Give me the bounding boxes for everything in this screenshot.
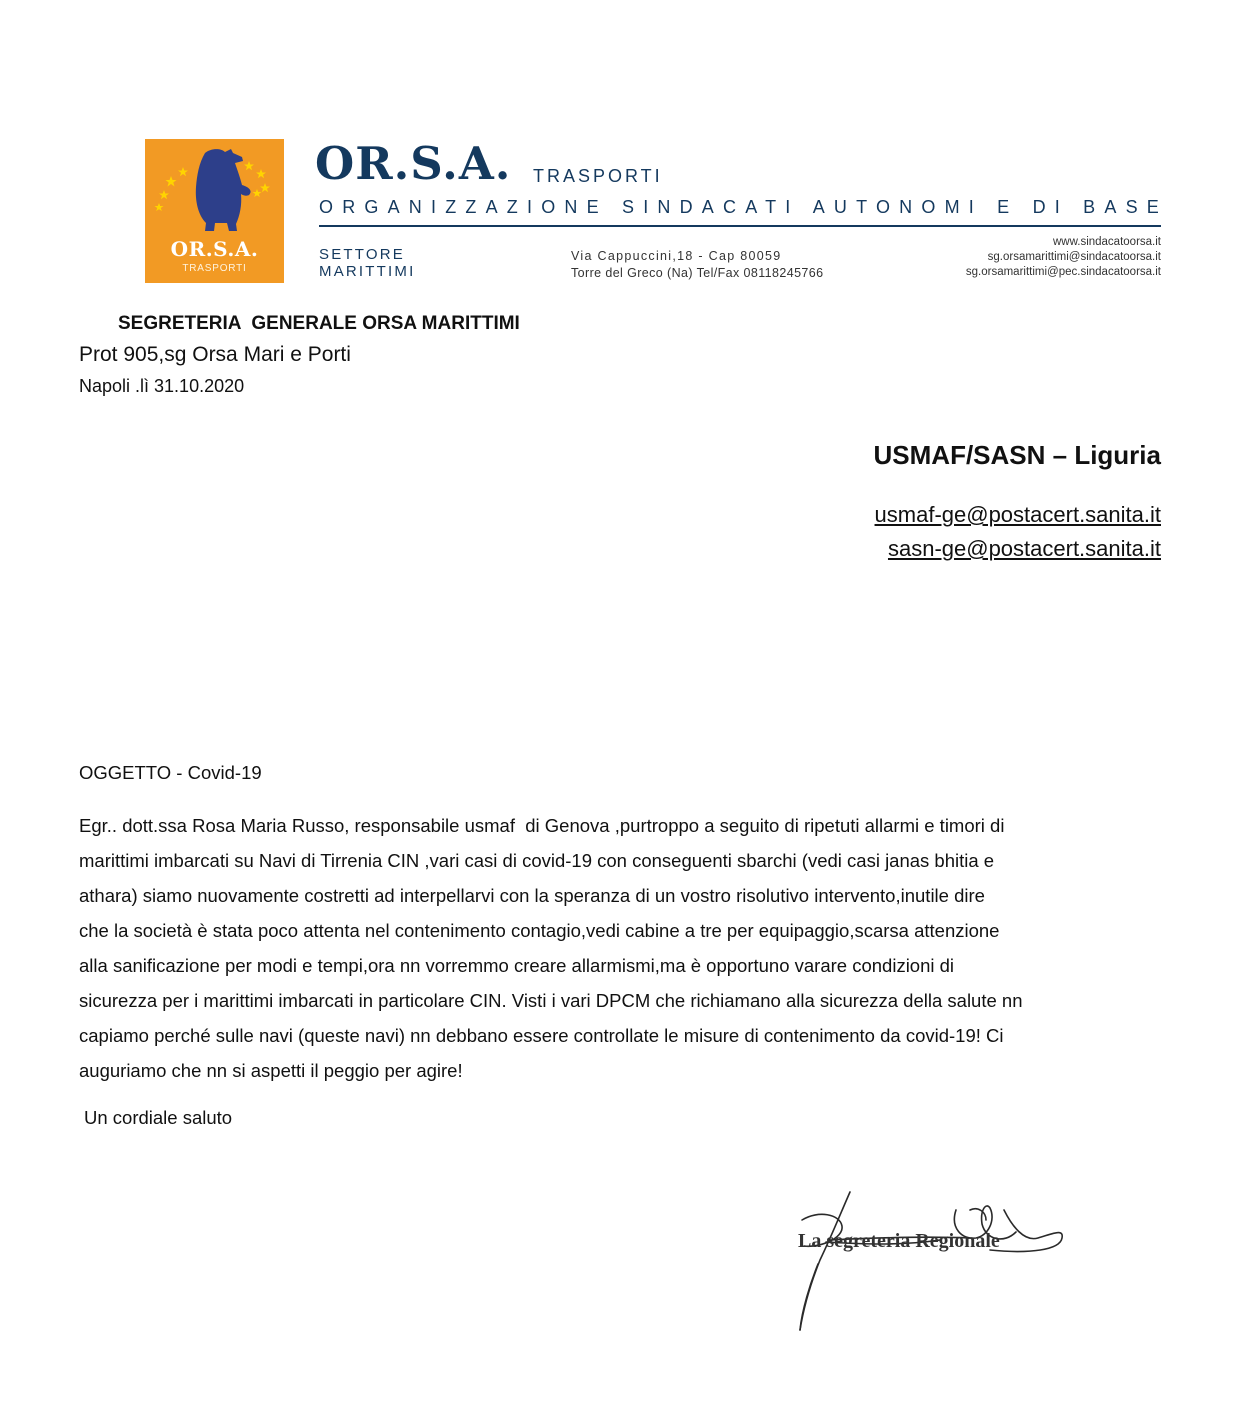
protocol-number: Prot 905,sg Orsa Mari e Porti bbox=[79, 343, 351, 366]
body-line: auguriamo che nn si aspetti il peggio per agire! bbox=[79, 1060, 463, 1081]
letter-subject: OGGETTO - Covid-19 bbox=[79, 762, 262, 783]
segreteria-heading: SEGRETERIA GENERALE ORSA MARITTIMI bbox=[118, 313, 520, 334]
sector-line-2: MARITTIMI bbox=[319, 263, 416, 280]
recipient-name: USMAF/SASN – Liguria bbox=[873, 440, 1161, 470]
bear-logo-icon bbox=[145, 139, 284, 283]
sector-label bbox=[319, 246, 415, 280]
letter-closing: Un cordiale saluto bbox=[84, 1107, 233, 1128]
logo-subtitle: TRASPORTI bbox=[182, 263, 247, 274]
body-line: athara) siamo nuovamente costretti ad interpellarvi con la speranza di un vostro risolutivo intervento,inutile dire bbox=[79, 885, 985, 906]
body-line: sicurezza per i marittimi imbarcati in particolare CIN. Visti i vari DPCM che richiamano alla sicurezza della salute nn bbox=[79, 990, 1023, 1011]
address-line-1: Via Cappuccini,18 - Cap 80059 bbox=[571, 249, 782, 263]
address-block bbox=[571, 248, 823, 282]
website-link[interactable]: www.sindacatoorsa.it bbox=[1052, 236, 1161, 248]
signature-label: La segreteria Regionale bbox=[798, 1230, 1000, 1252]
orsa-logo bbox=[145, 139, 284, 283]
email-link-1[interactable]: sg.orsamarittimi@sindacatoorsa.it bbox=[987, 251, 1161, 263]
body-line: che la società è stata poco attenta nel contenimento contagio,vedi cabine a tre per equipaggio,scarsa attenzione bbox=[79, 920, 1000, 941]
brand-name: OR.S.A. bbox=[315, 137, 512, 190]
recipient-emails bbox=[875, 498, 1161, 566]
body-line: marittimi imbarcati su Navi di Tirrenia CIN ,vari casi di covid-19 con conseguenti sbarchi (vedi casi janas bhitia e bbox=[79, 850, 995, 871]
sector-line-1: SETTORE bbox=[319, 246, 405, 263]
brand-subtitle: TRASPORTI bbox=[533, 166, 663, 186]
body-line: alla sanificazione per modi e tempi,ora nn vorremmo creare allarmismi,ma è opportuno varare condizioni di bbox=[79, 955, 955, 976]
letter-date: Napoli .lì 31.10.2020 bbox=[79, 376, 245, 396]
recipient-email-2[interactable]: sasn-ge@postacert.sanita.it bbox=[887, 536, 1161, 561]
body-line: Egr.. dott.ssa Rosa Maria Russo, responsabile usmaf di Genova ,purtroppo a seguito di ripetuti allarmi e timori di bbox=[79, 815, 1005, 836]
organization-full-name: ORGANIZZAZIONE SINDACATI AUTONOMI E DI BASE bbox=[319, 197, 1168, 217]
email-link-2[interactable]: sg.orsamarittimi@pec.sindacatoorsa.it bbox=[965, 266, 1161, 278]
logo-name: OR.S.A. bbox=[170, 237, 259, 261]
letterhead-divider bbox=[319, 225, 1161, 227]
signature-block bbox=[790, 1180, 1080, 1340]
recipient-email-1[interactable]: usmaf-ge@postacert.sanita.it bbox=[874, 502, 1161, 527]
contacts-block bbox=[966, 235, 1161, 280]
handwritten-signature-icon bbox=[790, 1180, 1080, 1340]
letter-body bbox=[79, 808, 1161, 1088]
body-line: capiamo perché sulle navi (queste navi) nn debbano essere controllate le misure di contenimento da covid-19! Ci bbox=[79, 1025, 1004, 1046]
address-line-2: Torre del Greco (Na) Tel/Fax 08118245766 bbox=[571, 266, 824, 280]
